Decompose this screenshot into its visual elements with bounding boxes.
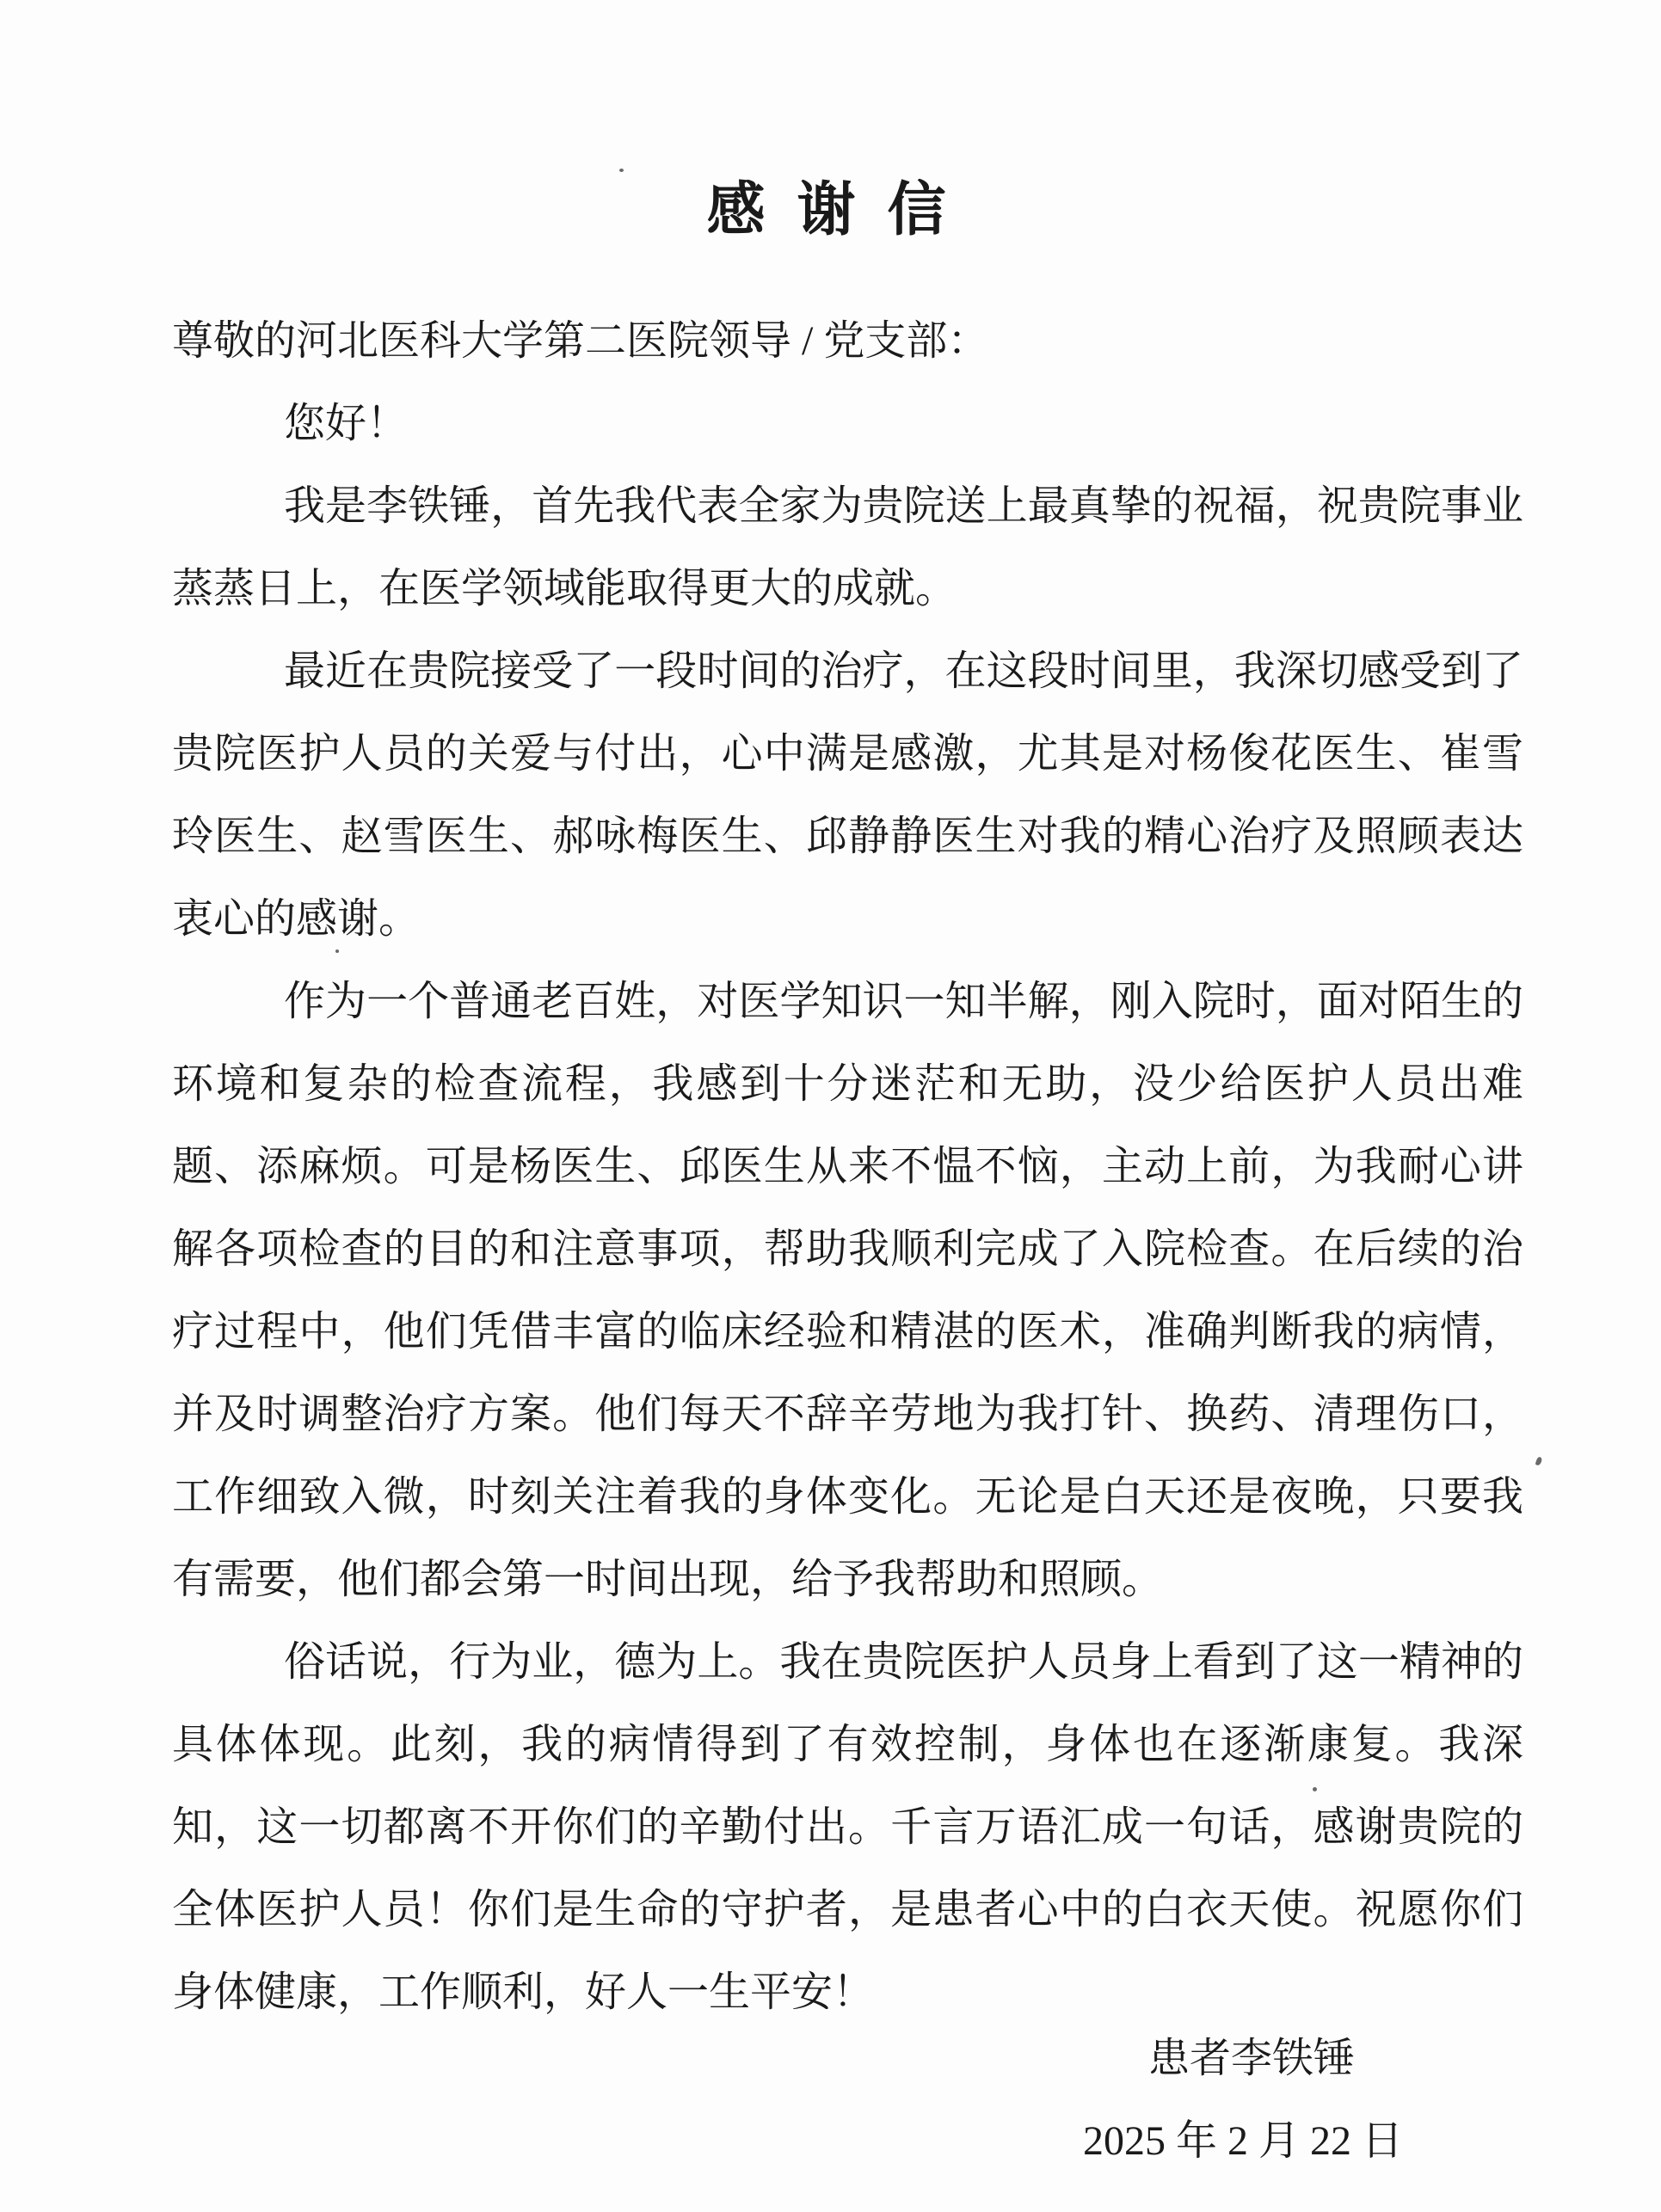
scan-speck [619,169,624,172]
scan-speck [335,949,339,953]
letter-body [0,300,1661,2034]
paragraph-closing-praise: 俗话说，行为业，德为上。我在贵院医护人员身上看到了这一精神的具体体现。此刻，我的病情得到了有效控制，身体也在逐渐康复。我深知，这一切都离不开你们的辛勤付出。千言万语汇成一句话，感谢贵院的全体医护人员！你们是生命的守护者，是患者心中的白衣天使。祝愿你们身体健康，工作顺利，好人一生平安！ [172,1639,1523,2015]
scan-speck [1313,1787,1317,1791]
paragraph-treatment-story: 作为一个普通老百姓，对医学知识一知半解，刚入院时，面对陌生的环境和复杂的检查流程，我感到十分迷茫和无助，没少给医护人员出难题、添麻烦。可是杨医生、邱医生从来不愠不恼，主动上前，为我耐心讲解各项检查的目的和注意事项，帮助我顺利完成了入院检查。在后续的治疗过程中，他们凭借丰富的临床经验和精湛的医术，准确判断我的病情，并及时调整治疗方案。他们每天不辞辛劳地为我打针、换药、清理伤口，工作细致入微，时刻关注着我的身体变化。无论是白天还是夜晚，只要我有需要，他们都会第一时间出现，给予我帮助和照顾。 [172,979,1523,1602]
date-line: 2025 年 2 月 22 日 [1082,2118,1403,2164]
paragraph-doctors-thanks: 最近在贵院接受了一段时间的治疗，在这段时间里，我深切感受到了贵院医护人员的关爱与付出，心中满是感激，尤其是对杨俊花医生、崔雪玲医生、赵雪医生、郝咏梅医生、邱静静医生对我的精心治疗及照顾表达衷心的感谢。 [172,648,1523,942]
salutation-line: 尊敬的河北医科大学第二医院领导 / 党支部： [172,318,989,364]
greeting-line: 您好！ [284,401,409,446]
letter-title: 感 谢 信 [706,177,955,243]
paragraph-blessing: 我是李铁锤，首先我代表全家为贵院送上最真挚的祝福，祝贵院事业蒸蒸日上，在医学领域能取得更大的成就。 [172,483,1523,611]
signature-line: 患者李铁锤 [1147,2036,1355,2081]
